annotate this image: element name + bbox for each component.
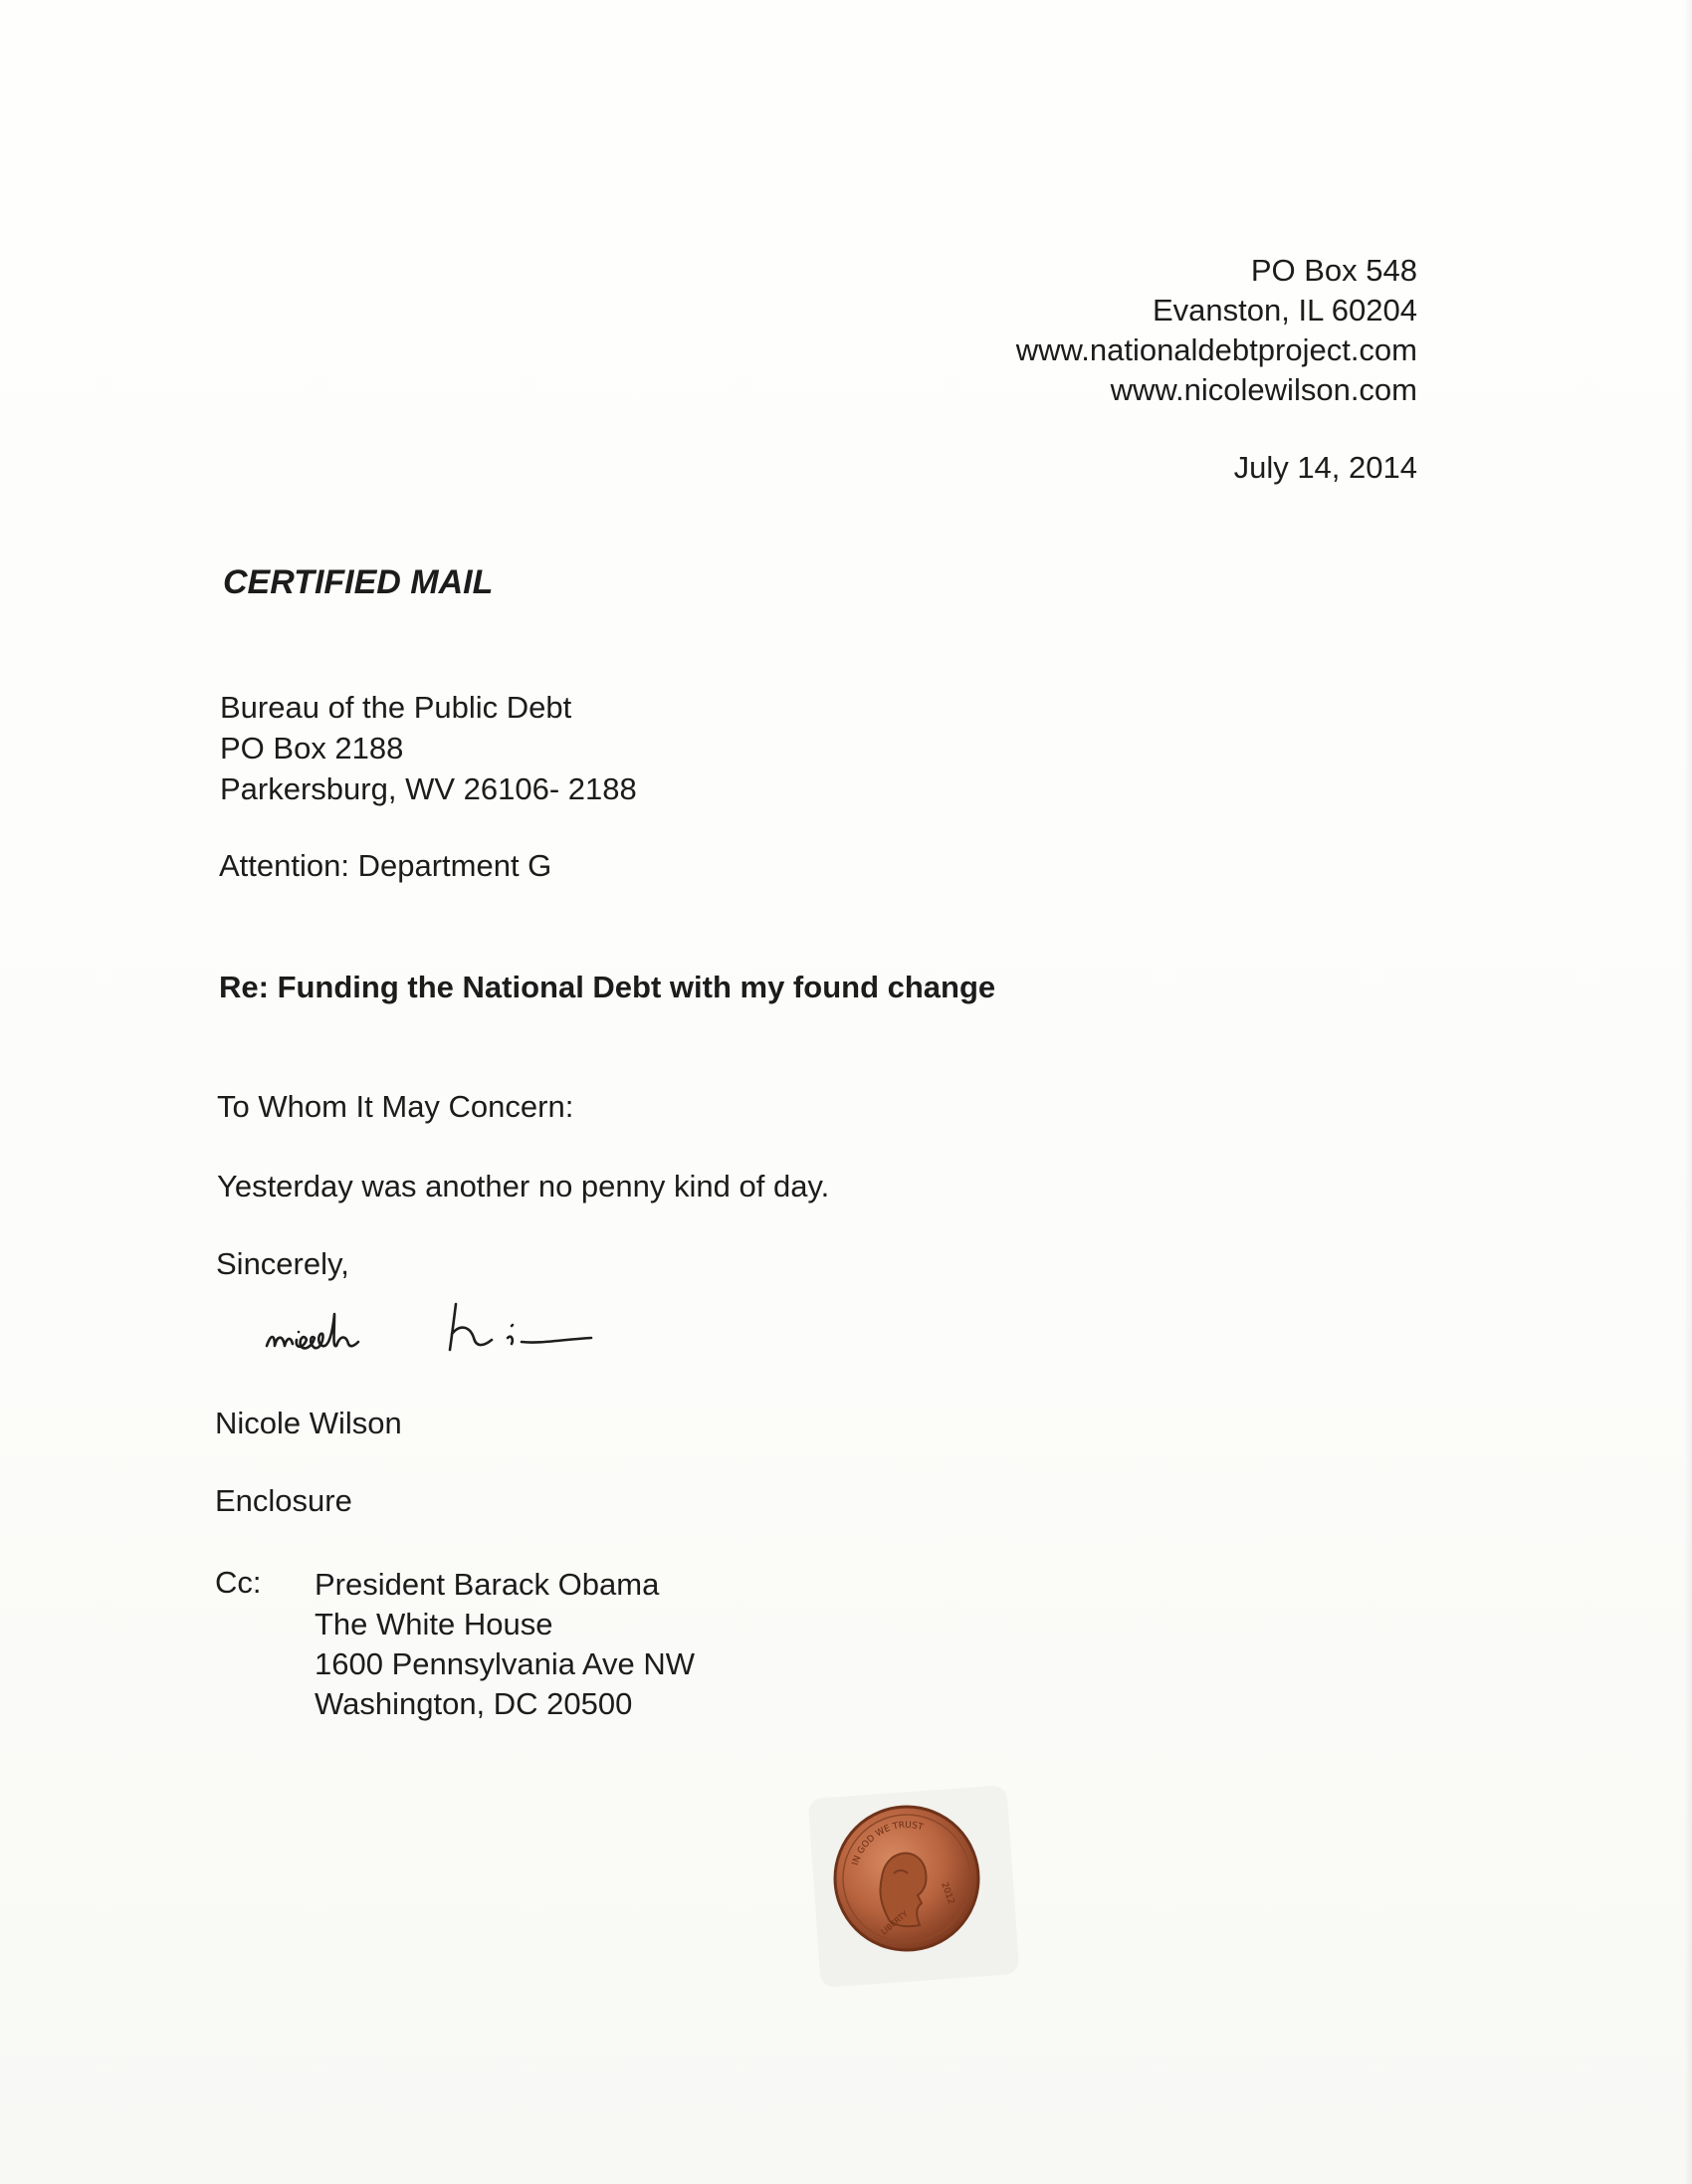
closing: Sincerely, xyxy=(216,1246,349,1281)
sender-line: Evanston, IL 60204 xyxy=(1153,293,1417,328)
recipient-line: Bureau of the Public Debt xyxy=(220,690,572,725)
salutation: To Whom It May Concern: xyxy=(217,1089,574,1124)
cc-line: The White House xyxy=(315,1607,553,1641)
recipient-line: PO Box 2188 xyxy=(220,731,404,765)
penny-motto: IN GOD WE TRUST xyxy=(850,1820,925,1867)
cc-address xyxy=(315,1565,695,1724)
subject-line: Re: Funding the National Debt with my found change xyxy=(219,970,996,1004)
recipient-address xyxy=(220,687,637,809)
page-edge-shadow xyxy=(1684,0,1692,2184)
penny-coin-image xyxy=(832,1804,981,1953)
sender-address xyxy=(1016,251,1417,410)
penny-liberty: LIBERTY xyxy=(879,1908,910,1937)
certified-mail-heading: CERTIFIED MAIL xyxy=(223,563,494,601)
enclosure-note: Enclosure xyxy=(215,1483,352,1518)
cc-line: 1600 Pennsylvania Ave NW xyxy=(315,1646,695,1681)
attention-line: Attention: Department G xyxy=(219,848,552,883)
cc-line: Washington, DC 20500 xyxy=(315,1686,633,1721)
sender-line: PO Box 548 xyxy=(1250,253,1417,288)
letter-date: July 14, 2014 xyxy=(1233,450,1417,485)
recipient-line: Parkersburg, WV 26106- 2188 xyxy=(220,771,637,806)
cc-label: Cc: xyxy=(215,1565,262,1600)
signer-name: Nicole Wilson xyxy=(215,1406,402,1440)
sender-website-line: www.nicolewilson.com xyxy=(1110,372,1417,407)
cc-line: President Barack Obama xyxy=(315,1567,660,1602)
handwritten-signature xyxy=(261,1294,599,1374)
penny-year: 2012 xyxy=(939,1880,956,1906)
sender-website-line: www.nationaldebtproject.com xyxy=(1015,332,1417,367)
letter-body: Yesterday was another no penny kind of day. xyxy=(217,1169,830,1203)
